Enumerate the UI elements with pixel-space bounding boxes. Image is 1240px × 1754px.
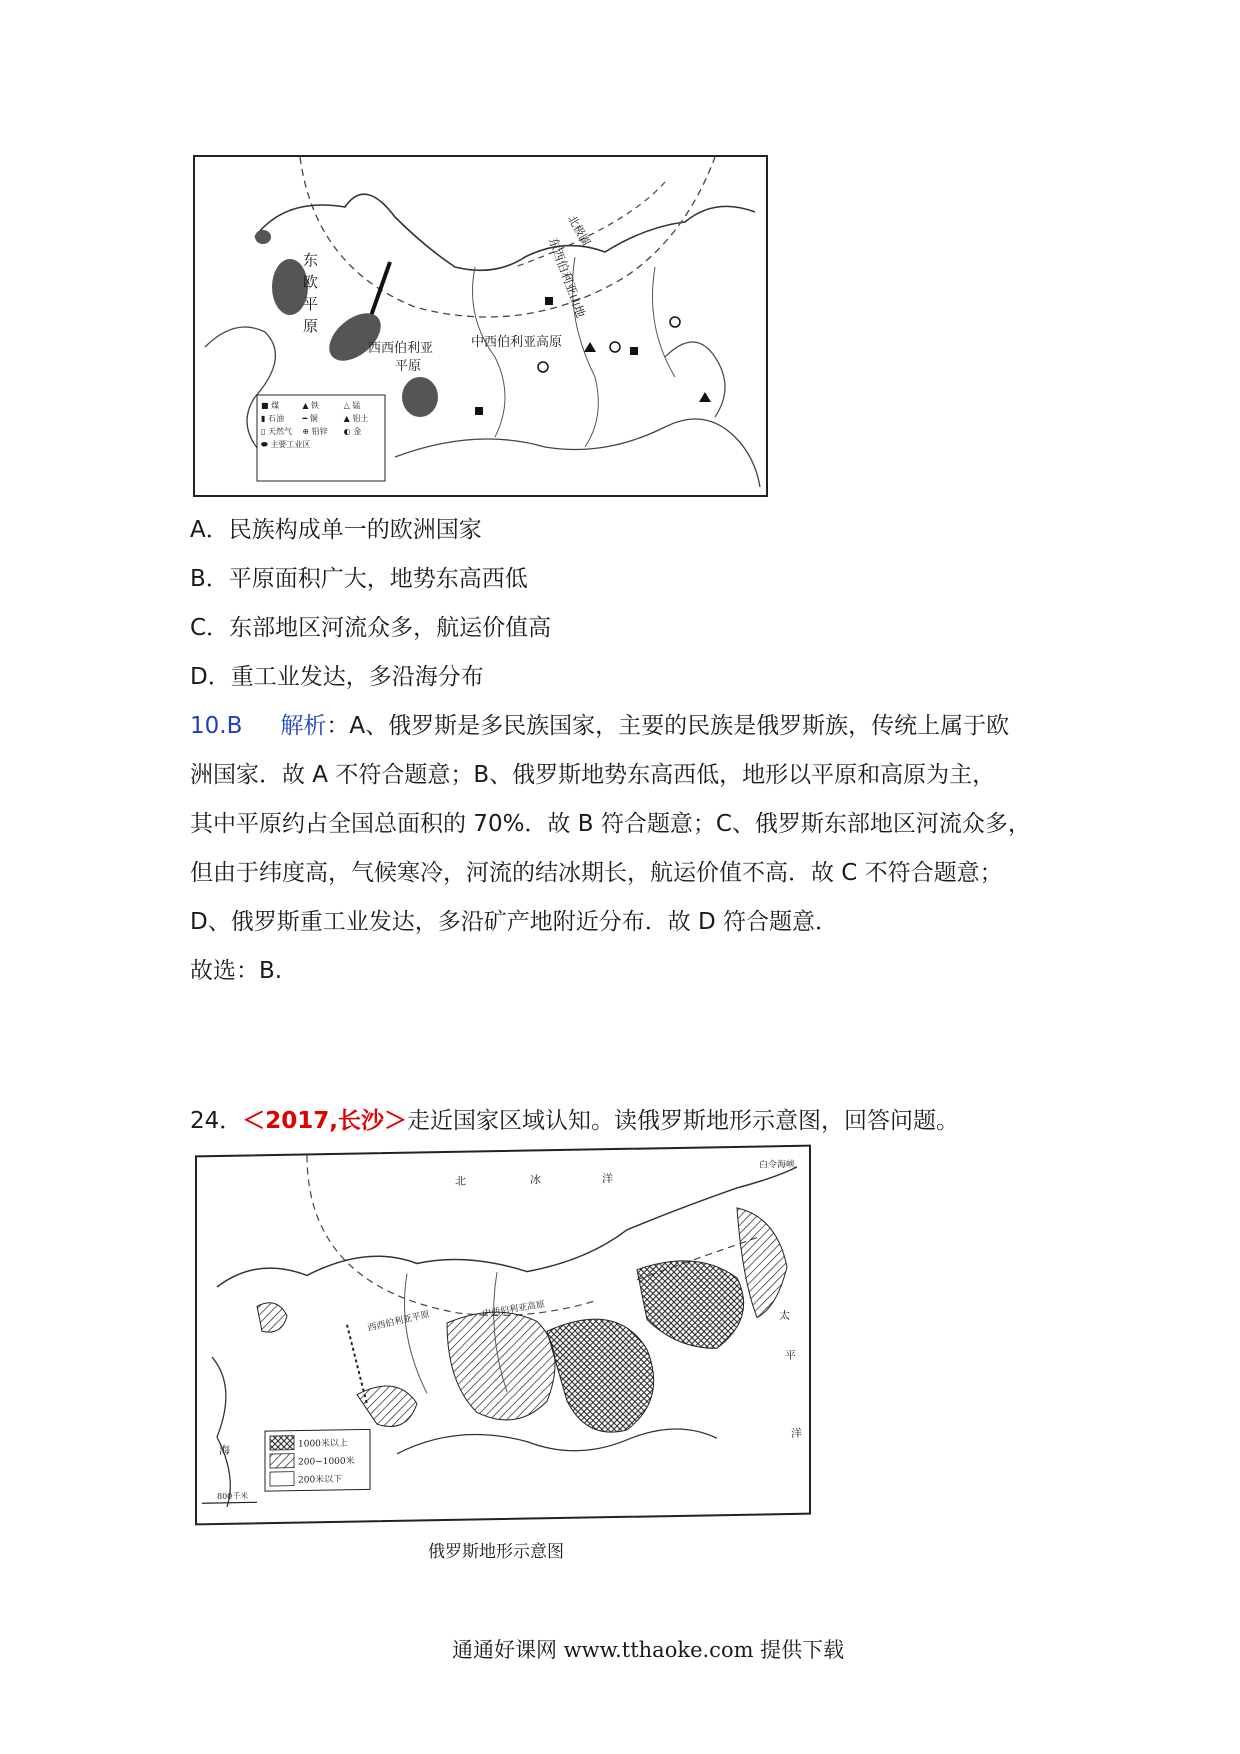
- label-sea: 海: [219, 1443, 230, 1457]
- option-d: D．重工业发达，多沿海分布: [190, 664, 484, 690]
- label-pacific: 太: [779, 1308, 790, 1323]
- label-arctic-ocean: 北: [455, 1174, 466, 1188]
- map2-labels: [197, 1147, 809, 1524]
- label-scale: 800千米: [217, 1491, 249, 1501]
- label-arctic-ocean: 冰: [530, 1173, 541, 1187]
- russia-terrain-map: [195, 1145, 811, 1526]
- legend-item: ▮ 石油: [261, 414, 284, 423]
- question-number: 24．: [190, 1108, 243, 1134]
- legend-item: ◐ 金: [343, 427, 362, 436]
- legend-item: ▯ 天然气: [261, 427, 292, 436]
- label-east-plain: 欧: [303, 273, 319, 291]
- legend-label-low: 200米以下: [298, 1474, 343, 1486]
- label-arctic-ocean: 洋: [602, 1172, 613, 1186]
- option-a: A．民族构成单一的欧洲国家: [190, 517, 482, 543]
- label-east-siberia-mountains: 东西伯利亚山地: [545, 235, 588, 320]
- legend-item: △ 锰: [343, 401, 361, 410]
- question-text: 走近国家区域认知。读俄罗斯地形示意图，回答问题。: [407, 1108, 960, 1134]
- analysis-line-1: 10.B 解析：A、俄罗斯是多民族国家，主要的民族是俄罗斯族，传统上属于欧: [190, 713, 1010, 739]
- analysis-conclusion: 故选：B.: [190, 958, 283, 984]
- label-west-siberia: 平原: [395, 359, 422, 374]
- map1-legend: [261, 399, 383, 451]
- analysis-line-2: 洲国家．故 A 不符合题意；B、俄罗斯地势东高西低，地形以平原和高原为主，: [190, 762, 996, 788]
- legend-item: ■ 煤: [261, 401, 280, 410]
- answer-number: 10.B: [190, 713, 243, 739]
- label-west-siberia: 西西伯利亚平原: [366, 1309, 431, 1334]
- label-central-siberia: 中西伯利亚高原: [471, 335, 563, 350]
- label-pacific: 洋: [791, 1426, 802, 1440]
- legend-item: ━ 铜: [302, 414, 318, 423]
- legend-item: ▲ 铁: [302, 401, 320, 410]
- label-west-siberia: 西西伯利亚: [368, 341, 434, 356]
- option-c: C．东部地区河流众多，航运价值高: [190, 615, 552, 641]
- map2-caption: 俄罗斯地形示意图: [428, 1542, 564, 1562]
- legend-item: ⊕ 铅锌: [302, 427, 328, 436]
- question-24: [190, 1106, 959, 1136]
- label-east-plain: 平: [303, 295, 319, 313]
- legend-label-high: 1000米以上: [298, 1438, 348, 1450]
- legend-item: ⬬ 主要工业区: [261, 440, 311, 449]
- label-east-plain: 原: [303, 317, 319, 335]
- label-central-siberia: 中西伯利亚高原: [481, 1299, 546, 1320]
- label-pacific: 平: [785, 1348, 796, 1363]
- legend-label-mid: 200~1000米: [298, 1456, 355, 1468]
- question-source: ＜2017,长沙＞: [242, 1108, 408, 1134]
- label-arctic-circle: 北极圈: [565, 213, 593, 249]
- analysis-line-5: D、俄罗斯重工业发达，多沿矿产地附近分布．故 D 符合题意．: [190, 909, 839, 935]
- label-east-plain: 东: [303, 251, 319, 269]
- option-b: B．平原面积广大，地势东高西低: [190, 566, 528, 592]
- analysis-line-3: 其中平原约占全国总面积的 70%．故 B 符合题意；C、俄罗斯东部地区河流众多，: [190, 811, 1031, 837]
- analysis-line-4: 但由于纬度高，气候寒冷，河流的结冰期长，航运价值不高．故 C 不符合题意；: [190, 860, 1003, 886]
- russia-minerals-map: [193, 155, 768, 497]
- label-bering-strait: 白令海峡: [759, 1159, 796, 1171]
- legend-item: ▲ 铝土: [343, 414, 369, 423]
- page-footer: 通通好课网 www.tthaoke.com 提供下载: [452, 1638, 845, 1662]
- analysis-tag: 解析: [280, 713, 327, 739]
